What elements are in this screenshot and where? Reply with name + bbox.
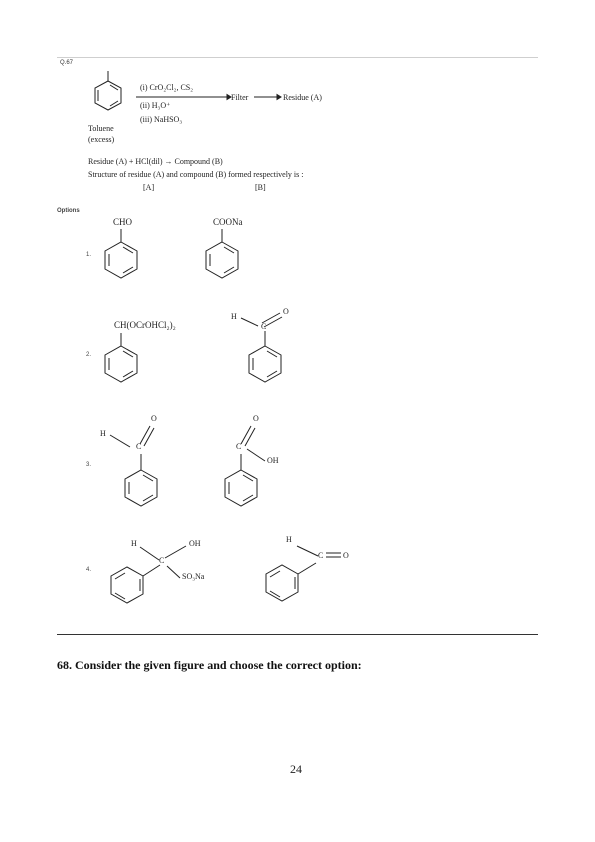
option-2-a-group: CH(OCrOHCl₂)₂ — [114, 320, 176, 330]
option-4-a-oh: OH — [189, 539, 201, 548]
option-1-b-structure — [206, 229, 238, 278]
options-heading: Options — [57, 208, 80, 214]
option-2-b-h: H — [231, 312, 237, 321]
toluene-excess-note: (excess) — [88, 135, 115, 144]
option-1-b-group: COONa — [213, 217, 243, 227]
option-1-a-structure — [105, 229, 137, 278]
column-b-label: [B] — [255, 183, 266, 192]
option-2-b-c: C — [261, 322, 267, 331]
option-1-a-group: CHO — [113, 217, 133, 227]
option-2-a-structure — [105, 333, 137, 382]
option-3-b-structure — [225, 426, 265, 506]
option-3-b-oh: OH — [267, 456, 279, 465]
option-4-a-c: C — [159, 556, 165, 565]
option-3-a-structure — [110, 426, 157, 506]
option-3-b-c: C — [236, 442, 242, 451]
option-3-a-c: C — [136, 442, 142, 451]
option-4-number: 4. — [86, 567, 92, 573]
option-3-a-h: H — [100, 429, 106, 438]
option-4-b-h: H — [286, 535, 292, 544]
option-2-b-o: O — [283, 307, 289, 316]
column-a-label: [A] — [143, 183, 155, 192]
reagent-step-3: (iii) NaHSO₃ — [140, 115, 183, 124]
option-4-b-c: C — [318, 551, 324, 560]
residue-label: Residue (A) — [283, 93, 322, 102]
page-number: 24 — [290, 762, 302, 776]
option-4-b-o: O — [343, 551, 349, 560]
option-4-a-h: H — [131, 539, 137, 548]
option-4-a-structure — [111, 546, 186, 603]
option-2-number: 2. — [86, 352, 92, 358]
toluene-label: Toluene — [88, 124, 114, 133]
option-3-b-o: O — [253, 414, 259, 423]
reagent-step-2: (ii) H₃O⁺ — [140, 101, 171, 110]
option-3-a-o: O — [151, 414, 157, 423]
statement-line-1: Residue (A) + HCl(dil) → Compound (B) — [88, 157, 223, 166]
reagent-step-1: (i) CrO₂Cl₂, CS₂ — [140, 83, 194, 92]
next-question: 68. Consider the given figure and choose the correct option: — [57, 658, 362, 672]
bottom-rule — [57, 634, 538, 635]
filter-label: Filter — [231, 93, 249, 102]
statement-line-2: Structure of residue (A) and compound (B) formed respectively is : — [88, 170, 304, 179]
option-4-b-structure — [266, 546, 341, 601]
option-4-a-so3na: SO₃Na — [182, 572, 205, 581]
option-3-number: 3. — [86, 462, 92, 468]
option-1-number: 1. — [86, 252, 92, 258]
question-number: Q.67 — [60, 60, 74, 66]
